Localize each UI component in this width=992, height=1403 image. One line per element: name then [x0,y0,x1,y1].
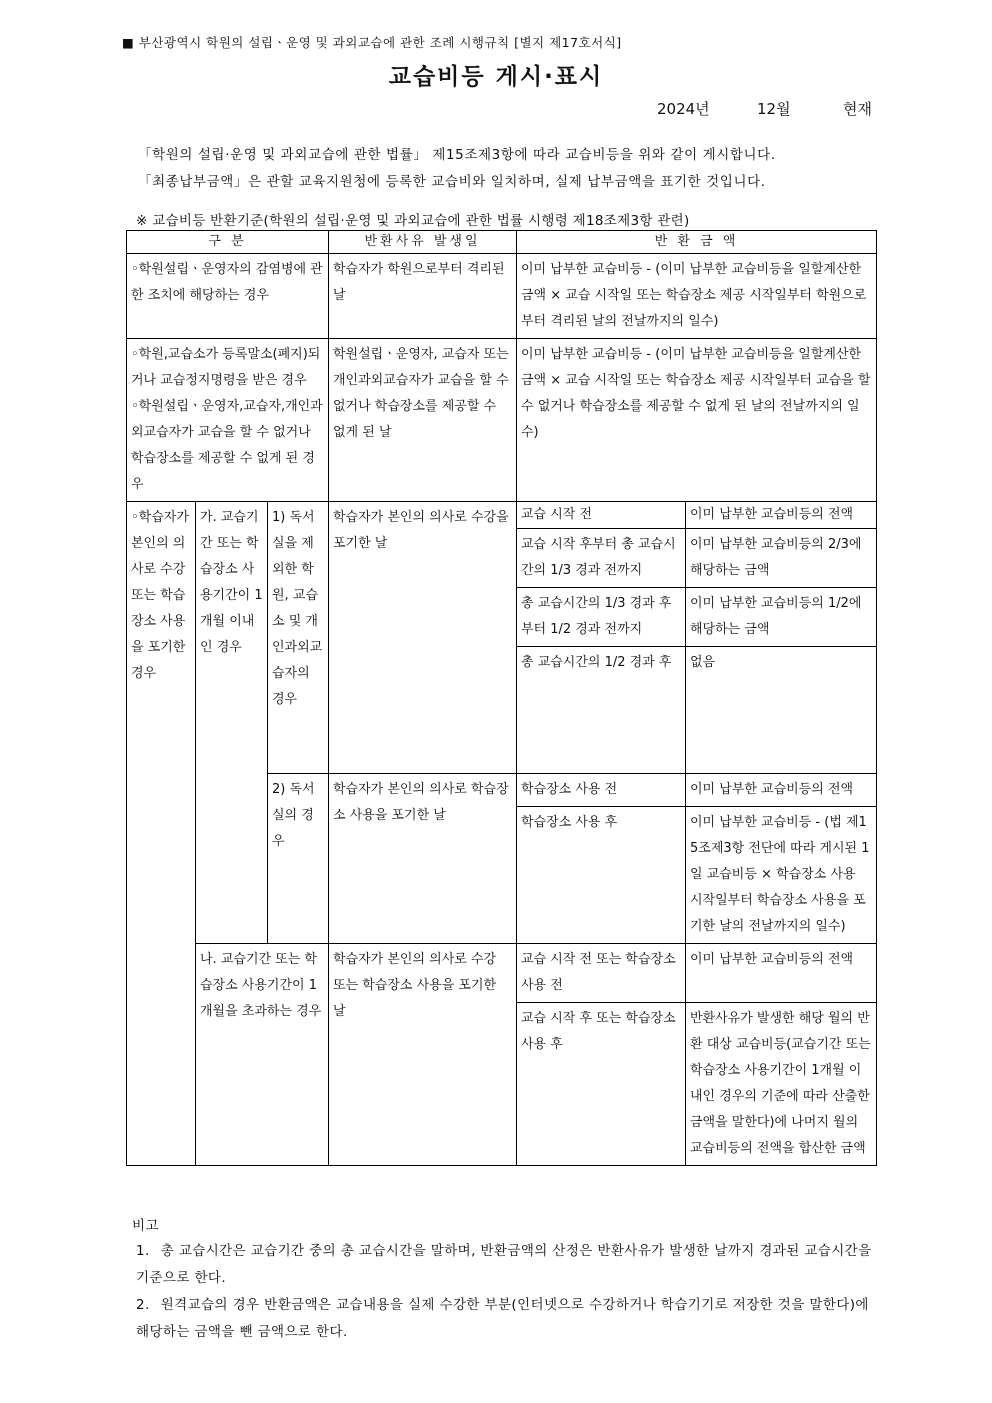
ga2-amount-0: 이미 납부한 교습비등의 전액 [686,774,877,807]
remark-text: 원격교습의 경우 반환금액은 교습내용을 실제 수강한 부분(인터넷으로 수강하거나 학습기기로 저장한 것을 말한다)에 해당하는 금액을 뺀 금액으로 한다. [136,1297,869,1340]
ga1-amount-3: 없음 [686,647,877,774]
na-when-1: 교습 시작 후 또는 학습장소 사용 후 [517,1003,686,1166]
form-header: ■ 부산광역시 학원의 설립ㆍ운영 및 과외교습에 관한 조례 시행규칙 [별지 제17호서식] [122,35,622,50]
row3-sub-ga-2: 2) 독서실의 경우 [268,774,329,944]
row3-sub-na: 나. 교습기간 또는 학습장소 사용기간이 1개월을 초과하는 경우 [196,944,329,1166]
ga1-when-0: 교습 시작 전 [517,502,686,529]
row3-sub-ga-1: 1) 독서실을 제외한 학원, 교습소 및 개인과외교습자의 경우 [268,502,329,774]
criteria-title: ※ 교습비등 반환기준(학원의 설립·운영 및 과외교습에 관한 법률 시행령 제18조제3항 관련) [136,213,690,229]
na-when-0: 교습 시작 전 또는 학습장소 사용 전 [517,944,686,1003]
ga1-amount-2: 이미 납부한 교습비등의 1/2에 해당하는 금액 [686,588,877,647]
row2-category [127,339,329,502]
notice-line-2: 「최종납부금액」은 관할 교육지원청에 등록한 교습비와 일치하며, 실제 납부금액을 표기한 것입니다. [138,174,766,190]
as-of-year: 2024년 [657,100,710,118]
row2-category-b: ◦학원설립ㆍ운영자,교습자,개인과외교습자가 교습을 할 수 없거나 학습장소를 제공할 수 없게 된 경우 [131,399,323,492]
ga2-when-0: 학습장소 사용 전 [517,774,686,807]
remark-item-2 [136,1292,872,1346]
table-row [127,254,877,339]
remark-text: 총 교습시간은 교습기간 중의 총 교습시간을 말하며, 반환금액의 산정은 반환사유가 발생한 날까지 경과된 교습시간을 기준으로 한다. [136,1243,872,1286]
header-reason: 반환사유 발생일 [329,231,517,254]
ga1-when-1: 교습 시작 후부터 총 교습시간의 1/3 경과 전까지 [517,529,686,588]
ga1-when-2: 총 교습시간의 1/3 경과 후부터 1/2 경과 전까지 [517,588,686,647]
notice-line-1: 「학원의 설립·운영 및 과외교습에 관한 법률」 제15조제3항에 따라 교습비등을 위와 같이 게시합니다. [138,147,776,163]
row3-sub-na-reason: 학습자가 본인의 의사로 수강 또는 학습장소 사용을 포기한 날 [329,944,517,1166]
table-row [127,339,877,502]
table-header-row [127,231,877,254]
row1-reason: 학습자가 학원으로부터 격리된 날 [329,254,517,339]
remarks-label: 비고 [132,1218,160,1234]
ga2-when-1: 학습장소 사용 후 [517,807,686,944]
ga1-when-3: 총 교습시간의 1/2 경과 후 [517,647,686,774]
row3-sub-ga: 가. 교습기간 또는 학습장소 사용기간이 1개월 이내인 경우 [196,502,268,944]
row3-sub-ga-2-reason: 학습자가 본인의 의사로 학습장소 사용을 포기한 날 [329,774,517,944]
remark-number: 1. [136,1243,150,1259]
na-amount-1: 반환사유가 발생한 해당 월의 반환 대상 교습비등(교습기간 또는 학습장소 사용기간이 1개월 이내인 경우의 기준에 따라 산출한 금액을 말한다)에 나머지 월의 교습비등의 전액을 합산한 금액 [686,1003,877,1166]
page-title: 교습비등 게시·표시 [388,64,604,90]
ga1-amount-1: 이미 납부한 교습비등의 2/3에 해당하는 금액 [686,529,877,588]
row3-category: ◦학습자가 본인의 의사로 수강 또는 학습장소 사용을 포기한 경우 [127,502,196,1166]
row2-reason: 학원설립ㆍ운영자, 교습자 또는 개인과외교습자가 교습을 할 수 없거나 학습장소를 제공할 수 없게 된 날 [329,339,517,502]
remark-item-1 [136,1238,872,1292]
table-row [127,502,877,529]
as-of-month: 12월 [757,100,791,118]
row3-sub-ga-1-reason: 학습자가 본인의 의사로 수강을 포기한 날 [329,502,517,774]
as-of-label: 현재 [843,100,872,118]
header-category: 구 분 [127,231,329,254]
remark-number: 2. [136,1297,150,1313]
table-row [127,944,877,1003]
row2-amount: 이미 납부한 교습비등 - (이미 납부한 교습비등을 일할계산한 금액 × 교습 시작일 또는 학습장소 제공 시작일부터 교습을 할 수 없거나 학습장소를 제공할 수 없게 된 날의 전날까지의 일수) [517,339,877,502]
refund-table [126,230,877,1166]
na-amount-0: 이미 납부한 교습비등의 전액 [686,944,877,1003]
header-amount: 반 환 금 액 [517,231,877,254]
row1-amount: 이미 납부한 교습비등 - (이미 납부한 교습비등을 일할계산한 금액 × 교습 시작일 또는 학습장소 제공 시작일부터 학원으로부터 격리된 날의 전날까지의 일수) [517,254,877,339]
row1-category: ◦학원설립ㆍ운영자의 감염병에 관한 조치에 해당하는 경우 [127,254,329,339]
ga1-amount-0: 이미 납부한 교습비등의 전액 [686,502,877,529]
row2-category-a: ◦학원,교습소가 등록말소(폐지)되거나 교습정지명령을 받은 경우 [131,347,321,388]
ga2-amount-1: 이미 납부한 교습비등 - (법 제15조제3항 전단에 따라 게시된 1일 교습비등 × 학습장소 사용 시작일부터 학습장소 사용을 포기한 날의 전날까지의 일수) [686,807,877,944]
